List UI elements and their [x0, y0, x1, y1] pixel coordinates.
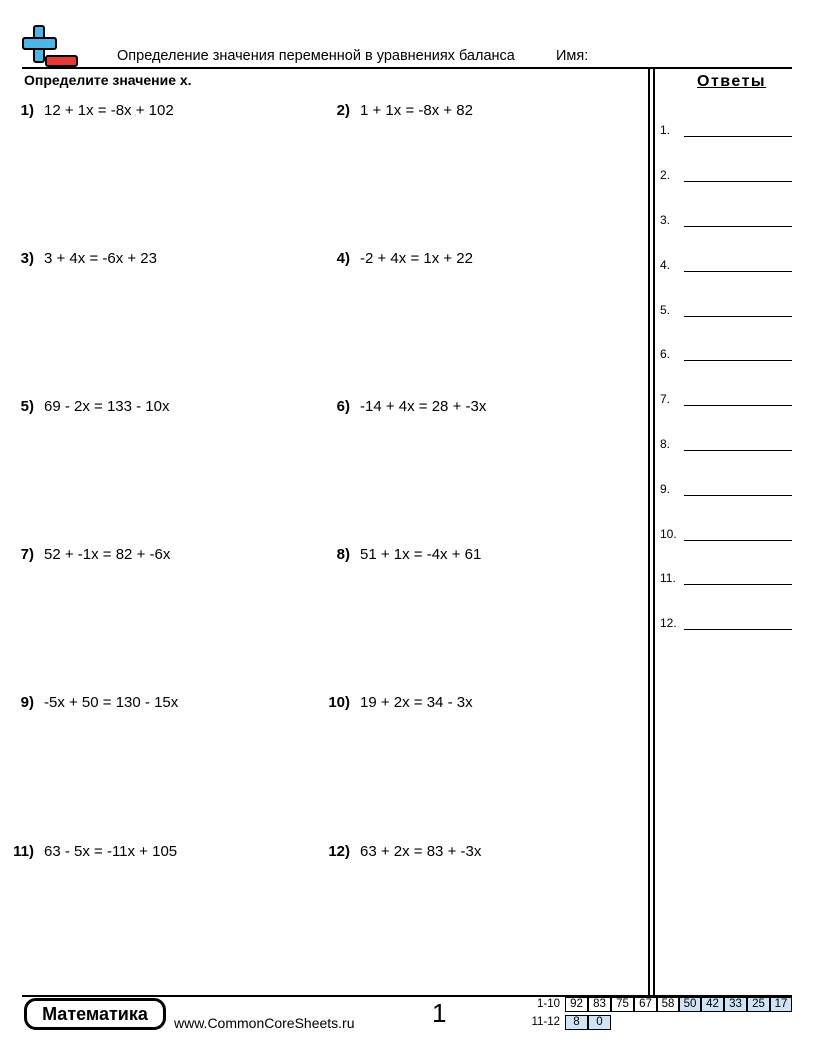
instructions: Определите значение x.: [24, 72, 192, 88]
problem: 2) 1 + 1x = -8x + 82: [336, 102, 473, 119]
column-divider: [653, 67, 655, 997]
problem: 4) -2 + 4x = 1x + 22: [336, 250, 473, 267]
score-cell: 33: [724, 997, 747, 1012]
answer-row[interactable]: 1.: [660, 123, 792, 139]
answer-row[interactable]: 12.: [660, 616, 792, 632]
score-cell: 25: [747, 997, 770, 1012]
answer-row[interactable]: 6.: [660, 347, 792, 363]
score-cell: 8: [565, 1015, 588, 1030]
name-label: Имя:: [556, 48, 589, 64]
answer-row[interactable]: 10.: [660, 527, 792, 543]
problem: 6) -14 + 4x = 28 + -3x: [336, 398, 487, 415]
answer-row[interactable]: 2.: [660, 168, 792, 184]
answer-row[interactable]: 5.: [660, 303, 792, 319]
problem: 10) 19 + 2x = 34 - 3x: [328, 694, 473, 711]
header-divider: [22, 67, 792, 69]
score-cell: 83: [588, 997, 611, 1012]
worksheet-title: Определение значения переменной в уравнениях баланса: [117, 48, 515, 64]
score-cell: 75: [611, 997, 634, 1012]
problem: 7) 52 + -1x = 82 + -6x: [20, 546, 171, 563]
problem: 9) -5x + 50 = 130 - 15x: [20, 694, 179, 711]
website-link[interactable]: www.CommonCoreSheets.ru: [174, 1015, 355, 1031]
answer-row[interactable]: 3.: [660, 213, 792, 229]
brand-badge: Математика: [24, 998, 166, 1030]
answer-row[interactable]: 11.: [660, 571, 792, 587]
score-cell: 92: [565, 997, 588, 1012]
problem: 3) 3 + 4x = -6x + 23: [20, 250, 157, 267]
page-number: 1: [432, 998, 447, 1028]
answers-title: Ответы: [697, 73, 767, 90]
column-divider: [648, 67, 650, 997]
problem: 1) 12 + 1x = -8x + 102: [20, 102, 174, 119]
score-cell: 58: [657, 997, 679, 1012]
answer-row[interactable]: 4.: [660, 258, 792, 274]
score-cell: 17: [770, 997, 792, 1012]
minus-icon: [45, 55, 78, 67]
answer-row[interactable]: 8.: [660, 437, 792, 453]
score-key-label: 1-10: [536, 998, 560, 1010]
answer-row[interactable]: 7.: [660, 392, 792, 408]
score-cell: 67: [634, 997, 657, 1012]
score-cell: 0: [588, 1015, 611, 1030]
problem: 12) 63 + 2x = 83 + -3x: [328, 843, 482, 860]
score-key-label: 11-12: [531, 1016, 560, 1028]
score-cell: 42: [701, 997, 724, 1012]
answer-row[interactable]: 9.: [660, 482, 792, 498]
score-cell: 50: [679, 997, 701, 1012]
problem: 5) 69 - 2x = 133 - 10x: [20, 398, 170, 415]
problem: 8) 51 + 1x = -4x + 61: [336, 546, 482, 563]
problem: 11) 63 - 5x = -11x + 105: [13, 843, 178, 860]
